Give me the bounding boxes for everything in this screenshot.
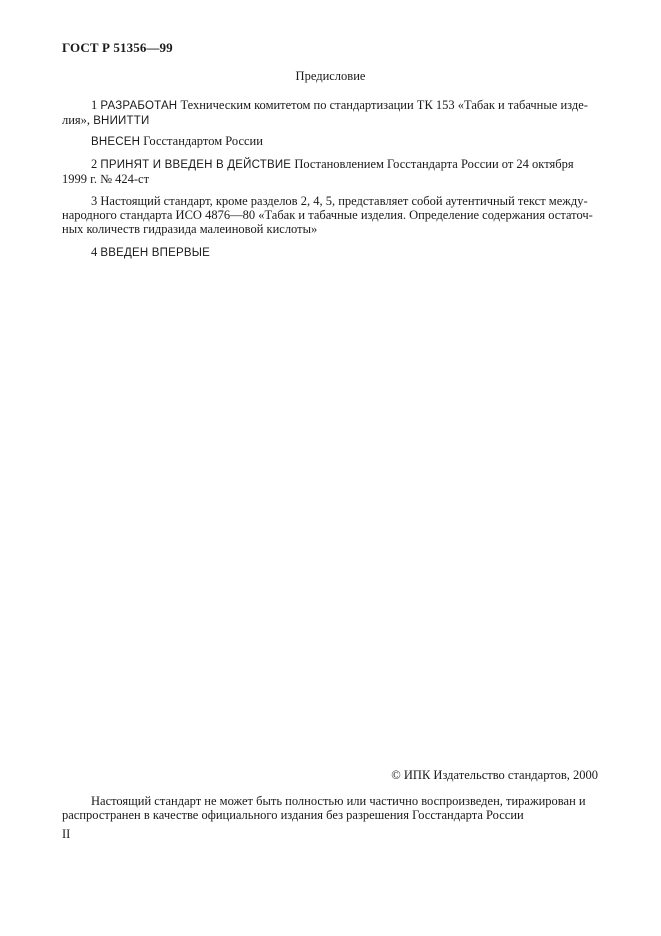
- notice-text-line-2: распространен в качестве официального издания без разрешения Госстандарта России: [62, 808, 524, 822]
- item-1b-caps: ВНЕСЕН: [91, 136, 141, 148]
- item-3-number: 3: [91, 194, 98, 208]
- copyright-line: © ИПК Издательство стандартов, 2000: [391, 768, 598, 782]
- item-3-paragraph: [62, 194, 598, 236]
- reproduction-notice: [62, 794, 598, 822]
- item-2-text-line-2: 1999 г. № 424-ст: [62, 172, 150, 186]
- item-1-line-2: [62, 113, 598, 128]
- item-2-text-line-1: Постановлением Госстандарта России от 24 октября: [294, 157, 574, 171]
- item-2-paragraph: [62, 157, 598, 186]
- item-1-caps-end: ВНИИТТИ: [93, 115, 150, 127]
- item-1-number: 1: [91, 98, 98, 112]
- item-1b-paragraph: [62, 134, 598, 149]
- notice-text-line-1: Настоящий стандарт не может быть полностью или частично воспроизведен, тиражирован и: [91, 794, 586, 808]
- item-1-text-line-1: Техническим комитетом по стандартизации ТК 153 «Табак и табачные изде-: [180, 98, 588, 112]
- foreword-title: Предисловие: [295, 69, 366, 83]
- item-1-paragraph: [62, 98, 598, 128]
- item-3-text-line-1: Настоящий стандарт, кроме разделов 2, 4, 5, представляет собой аутентичный текст между-: [100, 194, 588, 208]
- item-1-text-line-2: лия»,: [62, 113, 91, 127]
- item-3-text-line-2: народного стандарта ИСО 4876—80 «Табак и табачные изделия. Определение содержания остаточ-: [62, 208, 593, 222]
- item-4-caps: ВВЕДЕН ВПЕРВЫЕ: [100, 247, 210, 259]
- standard-id-header: ГОСТ Р 51356—99: [62, 40, 173, 55]
- item-4-paragraph: [62, 245, 598, 260]
- item-1-line-1: [62, 98, 598, 113]
- item-3-text-line-3: ных количеств гидразида малеиновой кислоты»: [62, 222, 318, 236]
- notice-line-1: [62, 794, 598, 808]
- item-1-caps: РАЗРАБОТАН: [100, 100, 178, 112]
- item-2-number: 2: [91, 157, 98, 171]
- item-2-line-1: [62, 157, 598, 172]
- item-3-line-1: [62, 194, 598, 208]
- item-4-number: 4: [91, 245, 98, 259]
- page-number: II: [62, 827, 71, 841]
- item-2-caps: ПРИНЯТ И ВВЕДЕН В ДЕЙСТВИЕ: [100, 159, 292, 171]
- item-1b-text: Госстандартом России: [143, 134, 263, 148]
